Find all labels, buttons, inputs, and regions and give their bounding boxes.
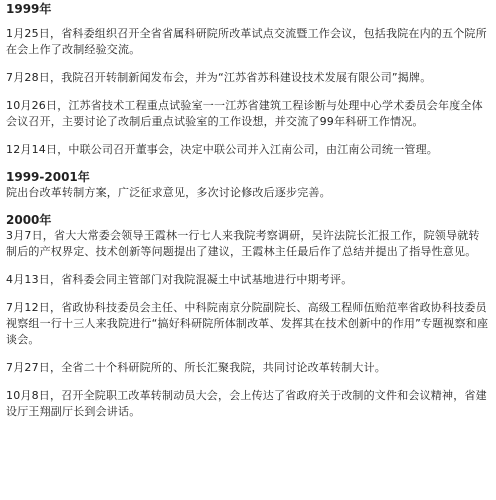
- entry: 1月25日，省科委组织召开全省省属科研院所改革试点交流暨工作会议，包括我院在内的五个院所在会上作了改制经验交流。: [6, 27, 487, 56]
- entry: 7月28日，我院召开转制新闻发布会，并为“江苏省苏科建设技术发展有限公司”揭牌。: [6, 71, 432, 84]
- entry: 7月12日，省政协科技委员会主任、中科院南京分院副院长、高级工程师伍贻范率省政协科技委员视察组一行十三人来我院进行“搞好科研院所体制改革、发挥其在技术创新中的作用”专题视察和座谈会。: [6, 301, 489, 346]
- entry: 院出台改革转制方案，广泛征求意见，多次讨论修改后逐步完善。: [6, 186, 331, 199]
- entry: 7月27日，全省二十个科研院所的、所长汇聚我院，共同讨论改革转制大计。: [6, 361, 386, 374]
- entry: 10月26日，江苏省技术工程重点试验室一一江苏省建筑工程诊断与处理中心学术委员会年度全体会议召开，主要讨论了改制后重点试验室的工作设想，并交流了99年科研工作情况。: [6, 99, 483, 128]
- year-heading: 2000年: [6, 213, 52, 227]
- entry: 4月13日，省科委会同主管部门对我院混凝土中试基地进行中期考评。: [6, 273, 353, 286]
- entry: 3月7日，省大大常委会领导王霞林一行七人来我院考察调研，吴许法院长汇报工作，院领导就转制后的产权界定、技术创新等问题提出了建议，王霞林主任最后作了总结并提出了指导性意见。: [6, 229, 480, 258]
- year-heading: 1999年: [6, 2, 52, 16]
- entry: 12月14日，中联公司召开董事会，决定中联公司并入江南公司，由江南公司统一管理。: [6, 143, 438, 156]
- entry: 10月8日，召开全院职工改革转制动员大会，会上传达了省政府关于改制的文件和会议精神，省建设厅王翔副厅长到会讲话。: [6, 389, 487, 418]
- year-heading: 1999-2001年: [6, 170, 90, 184]
